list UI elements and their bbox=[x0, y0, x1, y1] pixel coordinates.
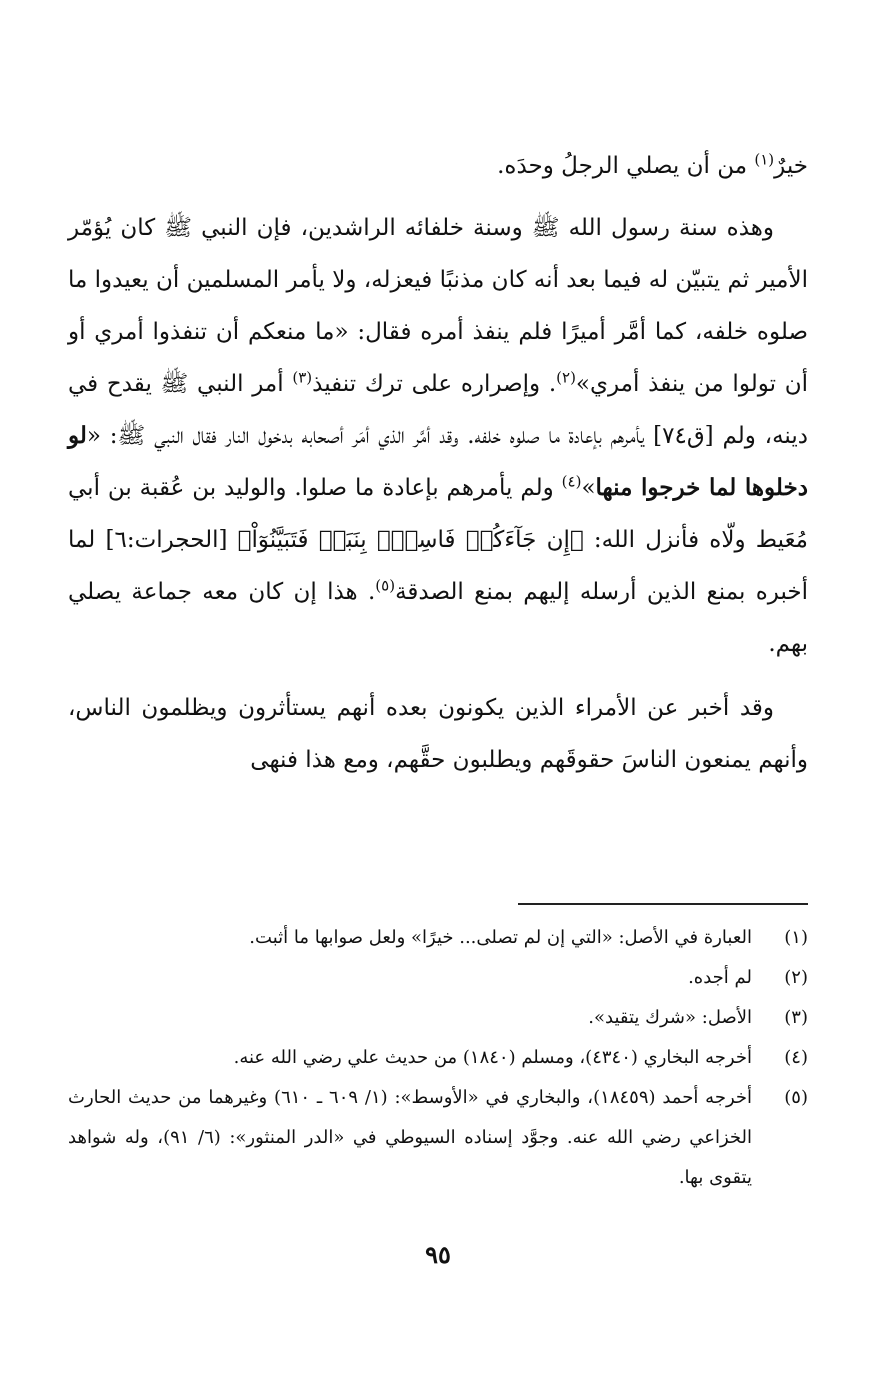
footnote-text: لم أجده. bbox=[688, 967, 752, 988]
footnote-text: أخرجه أحمد (١٨٤٥٩)، والبخاري في «الأوسط»: (١/ ٦٠٩ ـ ٦١٠) وغيرهما من حديث الحارث الخزاعي رضي الله عنه. وجوَّد إسناده السيوطي في «الدر المنثور»: (٦/ ٩١)، وله شواهد يتقوى بها. bbox=[68, 1087, 753, 1188]
p1-text-end: من أن يصلي الرجلُ وحدَه. bbox=[497, 153, 755, 179]
p2-text-6: . هذا إن كان معه جماعة يصلي بهم. bbox=[68, 579, 808, 657]
footnote-text: العبارة في الأصل: «التي إن لم تصلى... خيرًا» ولعل صوابها ما أثبت. bbox=[249, 927, 752, 948]
p2-text-4: » bbox=[581, 475, 596, 501]
p2-text-5: ولم يأمرهم بإعادة ما صلوا. والوليد بن عُقبة بن أبي مُعَيط ولّاه فأنزل الله: ﴿إِن جَآءَكُمۡ فَاسِقُۢ بِنَبَإٖ فَتَبَيَّنُوٓاْ﴾ [الحجرات:٦] لما أخبره بمنع الذين أرسله إليهم بمنع الصدقة bbox=[68, 475, 809, 605]
footnote-divider bbox=[518, 903, 808, 905]
footnote-item bbox=[68, 958, 808, 998]
footnote-text: الأصل: «شرك يتقيد». bbox=[588, 1007, 752, 1028]
footnote-number: (٣) bbox=[784, 1007, 808, 1028]
footnote-ref-1: (١) bbox=[754, 150, 775, 169]
main-text bbox=[68, 140, 808, 786]
p1-text-start: خيرٌ bbox=[774, 153, 808, 179]
footnote-ref-5: (٥) bbox=[375, 576, 396, 595]
footnote-ref-2: (٢) bbox=[556, 368, 576, 387]
footnote-ref-3: (٣) bbox=[292, 368, 313, 387]
footnote-number: (٤) bbox=[784, 1047, 808, 1068]
footnote-item bbox=[68, 1038, 808, 1078]
footnote-number: (٥) bbox=[784, 1087, 808, 1108]
footnote-item bbox=[68, 998, 808, 1038]
footnote-ref-4: (٤) bbox=[561, 472, 582, 491]
footnotes bbox=[68, 918, 808, 1198]
page-number: ٩٥ bbox=[425, 1240, 451, 1269]
footnote-item bbox=[68, 918, 808, 958]
paragraph-3: وقد أخبر عن الأمراء الذين يكونون بعده أنهم يستأثرون ويظلمون الناس، وأنهم يمنعون الناسَ حقوقَهم ويطلبون حقَّهم، ومع هذا فنهى bbox=[68, 695, 808, 773]
footnote-text: أخرجه البخاري (٤٣٤٠)، ومسلم (١٨٤٠) من حديث علي رضي الله عنه. bbox=[233, 1047, 752, 1068]
p2-text-1: وهذه سنة رسول الله ﷺ وسنة خلفائه الراشدين، فإن النبي ﷺ كان يُؤمّر الأمير ثم يتبيّن له فيما بعد أنه كان مذنبًا فيعزله، ولا يأمر المسلمين أن يعيدوا ما صلوه خلفه، كما أمَّر أميرًا فلم ينفذ أمره فقال: «ما منعكم أن تنفذوا أمري أو أن تولوا من ينفذ أمري» bbox=[68, 215, 808, 397]
footnote-number: (٢) bbox=[784, 967, 808, 988]
book-page bbox=[68, 0, 808, 1388]
p2-text-2: . وإصراره على ترك تنفيذ bbox=[312, 371, 557, 397]
footnote-number: (١) bbox=[784, 927, 808, 948]
p2-text-3: أمر النبي ﷺ يقدح في دينه، ولم [ق٧٤] يأمرهم بإعادة ما صلوه خلفه. وقد أمَّر الذي أمَر أصحابه بدخول النار فقال النبي ﷺ: « bbox=[68, 371, 809, 449]
footnote-item bbox=[68, 1078, 808, 1198]
paragraph-2 bbox=[68, 202, 808, 670]
paragraph-1 bbox=[68, 140, 808, 192]
hadith-quote-bold: لو دخلوها لما خرجوا منها bbox=[68, 422, 808, 501]
